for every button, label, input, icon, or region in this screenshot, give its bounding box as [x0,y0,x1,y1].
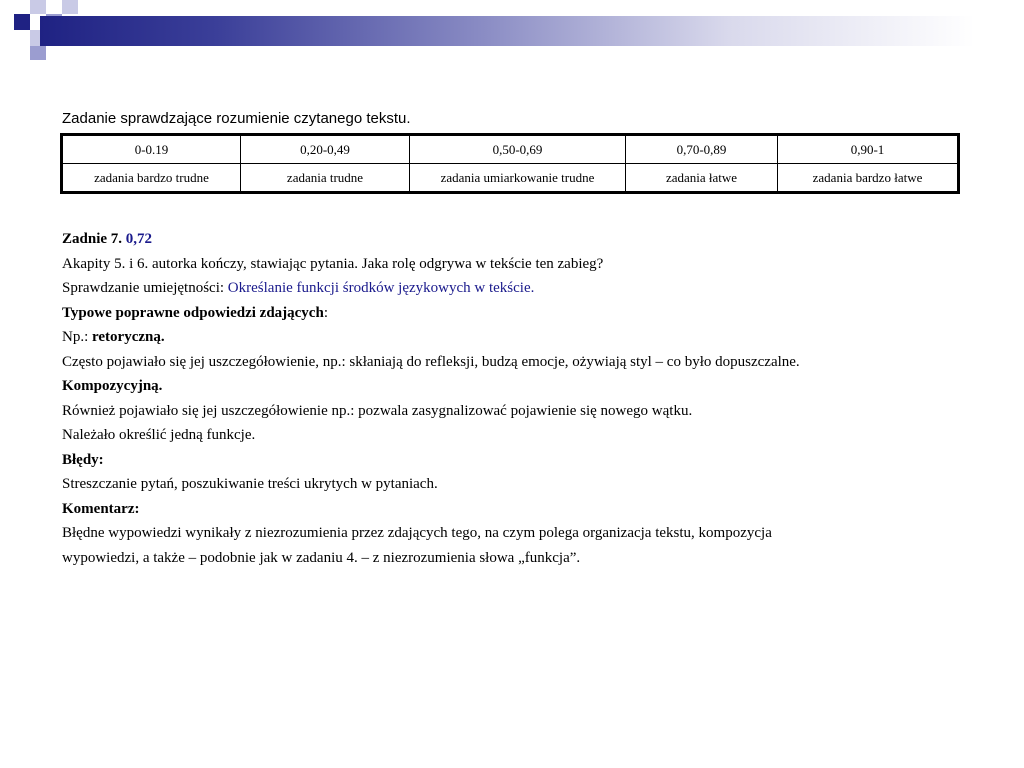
skill-value: Określanie funkcji środków językowych w tekście. [227,280,535,296]
example-detail: Często pojawiało się jej uszczegółowienie, np.: skłaniają do refleksji, budzą emocje, ożywiają styl – co było dopuszczalne. [62,353,800,370]
skill-label: Sprawdzanie umiejętności: [62,280,225,296]
table-cell: zadania umiarkowanie trudne [410,164,626,193]
errors-line [62,448,962,473]
task-question: Akapity 5. i 6. autorka kończy, stawiając pytania. Jaka rolę odgrywa w tekście ten zabieg? [62,255,604,272]
comment-line [62,497,962,522]
table-row-labels [62,164,959,193]
table-cell: 0-0.19 [62,135,241,164]
decor-square [14,14,30,30]
task-heading-line [62,227,962,252]
table-row-ranges [62,135,959,164]
header-gradient-bar [40,16,1024,46]
typical-answers-colon: : [323,304,328,321]
example-line [62,325,962,350]
decor-square [30,0,46,14]
table-cell: zadania bardzo łatwe [778,164,959,193]
document-title: Zadanie sprawdzające rozumienie czytanego tekstu. [62,110,411,127]
task-heading: Zadnie 7. [62,231,123,247]
table-cell: zadania trudne [241,164,410,193]
header-decoration [0,0,1024,70]
table-cell: 0,90-1 [778,135,959,164]
example-answer: retoryczną. [92,329,165,345]
example-prefix: Np.: [62,329,89,345]
decor-square [62,0,78,14]
table-cell: 0,50-0,69 [410,135,626,164]
errors-label: Błędy: [62,451,104,468]
table-cell: zadania bardzo trudne [62,164,241,193]
answer2: Kompozycyjną. [62,378,163,394]
answer2-line [62,374,962,399]
comment-text-1: Błędne wypowiedzi wynikały z niezrozumienia przez zdających tego, na czym polega organizacja tekstu, kompozycja [62,525,772,541]
comment-label: Komentarz: [62,500,140,517]
note: Należało określić jedną funkcje. [62,427,256,443]
decor-square [30,46,46,60]
answer2-detail: Również pojawiało się jej uszczegółowienie np.: pozwala zasygnalizować pojawienie się nowego wątku. [62,402,693,419]
table-cell: zadania łatwe [626,164,778,193]
table-cell: 0,20-0,49 [241,135,410,164]
task-score: 0,72 [125,231,153,247]
comment-text-2: wypowiedzi, a także – podobnie jak w zadaniu 4. – z niezrozumienia słowa „funkcja”. [62,549,581,566]
typical-answers-label: Typowe poprawne odpowiedzi zdających [62,304,324,321]
table-cell: 0,70-0,89 [626,135,778,164]
task-content [62,227,962,570]
errors-text: Streszczanie pytań, poszukiwanie treści ukrytych w pytaniach. [62,476,438,492]
skill-line [62,276,962,301]
difficulty-table [60,133,960,194]
typical-answers-line [62,301,962,326]
